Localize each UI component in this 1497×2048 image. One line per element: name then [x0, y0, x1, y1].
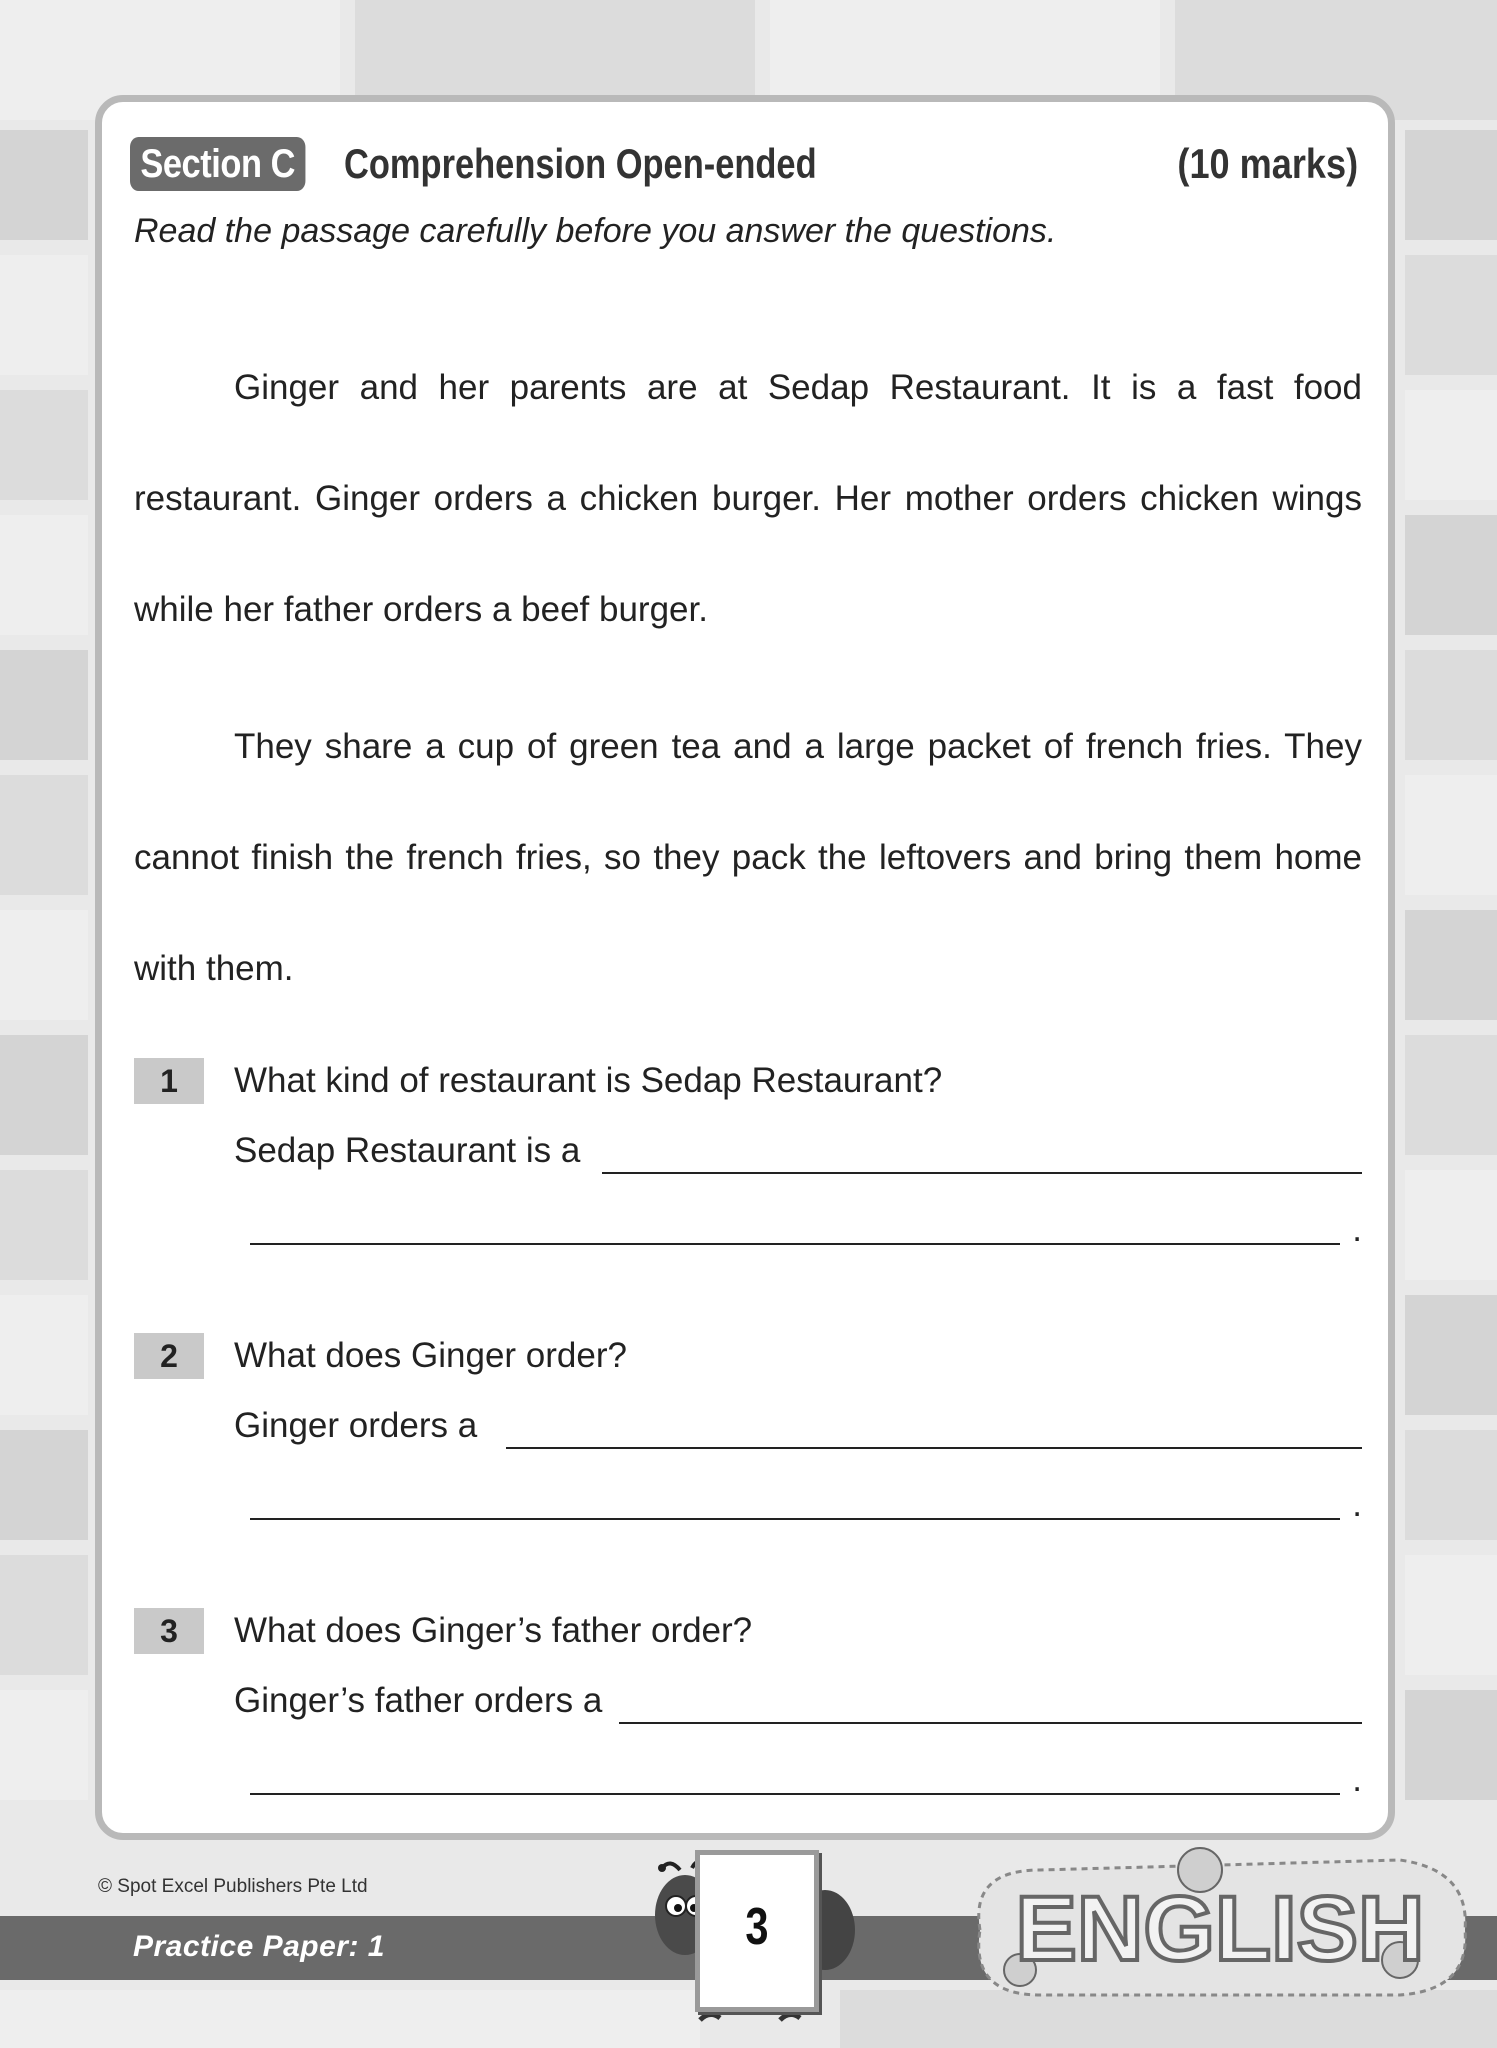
section-title: Comprehension Open-ended	[344, 140, 817, 187]
end-mark: .	[1352, 1485, 1362, 1524]
answer-blank-line[interactable]	[602, 1172, 1362, 1174]
reading-passage	[134, 332, 1362, 1050]
answer-blank-line[interactable]	[250, 1243, 1340, 1245]
question-number: 3	[134, 1608, 204, 1654]
instruction-text: Read the passage carefully before you answer the questions.	[134, 212, 1057, 250]
answer-blank-line[interactable]	[250, 1793, 1340, 1795]
end-mark: .	[1352, 1760, 1362, 1799]
answer-blank-line[interactable]	[250, 1518, 1340, 1520]
question-text: What does Ginger order?	[234, 1336, 627, 1375]
passage-paragraph: Ginger and her parents are at Sedap Restaurant. It is a fast food restaurant. Ginger orders a chicken burger. Her mother orders chicken wings while her father orders a beef burger.	[134, 368, 1362, 629]
section-header	[130, 137, 1358, 193]
question-number: 1	[134, 1058, 204, 1104]
page-number-card	[695, 1850, 819, 2012]
passage-paragraph: They share a cup of green tea and a large packet of french fries. They cannot finish the french fries, so they pack the leftovers and bring them home with them.	[134, 727, 1362, 988]
page-number: 3	[745, 1898, 769, 1956]
answer-row	[234, 1126, 1362, 1176]
english-logo-icon	[960, 1830, 1480, 2010]
end-mark: .	[1352, 1210, 1362, 1249]
practice-paper-label: Practice Paper: 1	[133, 1930, 385, 1963]
answer-row	[234, 1401, 1362, 1451]
answer-prefix: Ginger orders a	[234, 1406, 478, 1445]
question-text: What does Ginger’s father order?	[234, 1611, 753, 1650]
answer-blank-line[interactable]	[506, 1447, 1362, 1449]
question-number: 2	[134, 1333, 204, 1379]
answer-prefix: Ginger’s father orders a	[234, 1681, 603, 1720]
answer-prefix: Sedap Restaurant is a	[234, 1131, 581, 1170]
answer-row	[234, 1676, 1362, 1726]
section-marks: (10 marks)	[1177, 140, 1358, 187]
worksheet-panel	[95, 95, 1395, 1840]
copyright-notice: © Spot Excel Publishers Pte Ltd	[98, 1876, 368, 1897]
section-badge: Section C	[130, 137, 305, 191]
answer-blank-line[interactable]	[619, 1722, 1362, 1724]
question-text: What kind of restaurant is Sedap Restaurant?	[234, 1061, 943, 1100]
english-logo-text: ENGLISH	[1015, 1878, 1425, 1980]
